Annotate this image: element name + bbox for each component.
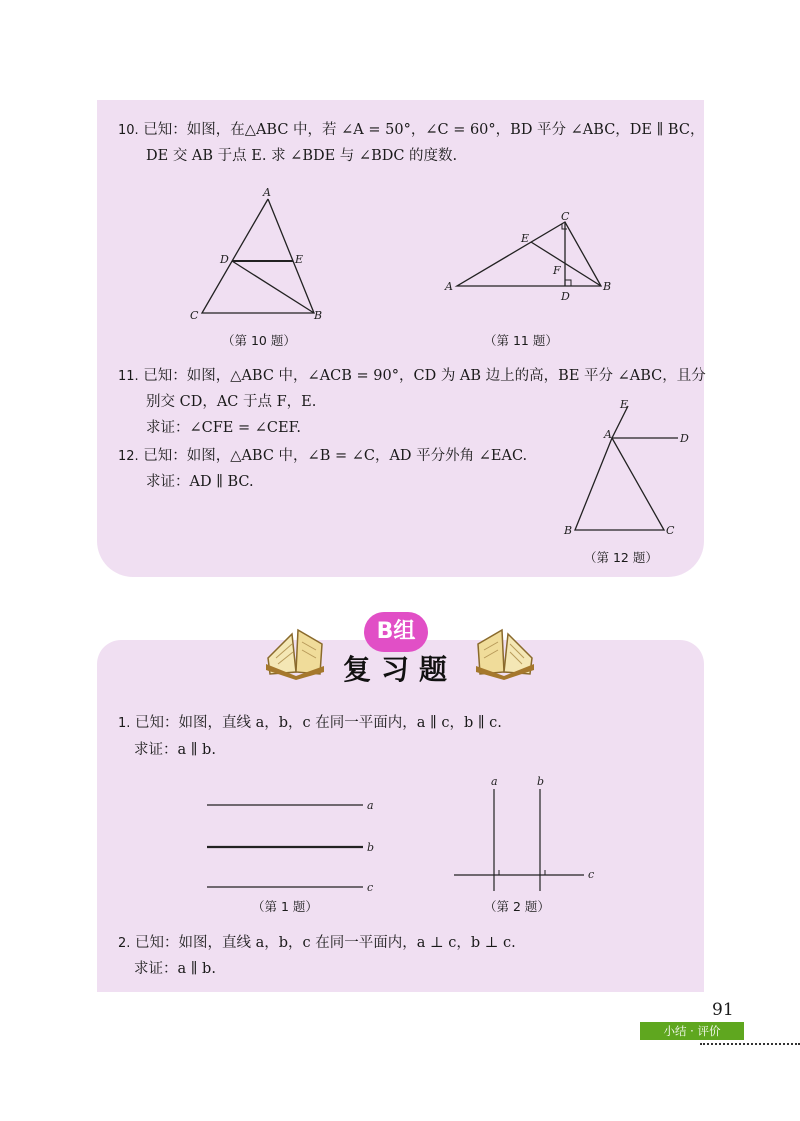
figure-11 [445,210,620,305]
problem-12-number: 12. [118,449,139,464]
figure-b1 [205,795,385,895]
figure-10 [190,185,330,325]
page-number: 91 [712,1000,734,1020]
caption-b-problem-1: （第 1 题） [252,899,318,914]
fig-b2-label-c: c [588,868,595,881]
figure-12 [560,398,700,538]
b-problem-1-line-2: 求证：a ∥ b. [134,742,216,758]
fig11-label-e: E [521,232,530,245]
fig-b2-label-a: a [491,775,498,788]
group-b-badge: B组 [364,612,428,652]
caption-problem-10: （第 10 题） [222,333,296,348]
dotted-divider [700,1043,800,1045]
fig12-label-e: E [620,398,629,411]
fig-b1-label-c: c [367,881,374,894]
fig10-label-c: C [190,309,199,322]
problem-10-number: 10. [118,123,139,138]
problem-12-line-2: 求证：AD ∥ BC. [146,474,254,490]
problem-10-line-2: DE 交 AB 于点 E. 求 ∠BDE 与 ∠BDC 的度数. [146,148,458,164]
figure-b2 [452,775,602,895]
fig11-label-a: A [445,280,453,293]
caption-problem-12: （第 12 题） [584,550,658,565]
fig11-label-c: C [561,210,570,223]
b-problem-1-number: 1. [118,716,131,731]
open-book-icon-left [262,614,328,680]
open-book-icon-right [472,614,538,680]
problem-12-line-1: 12. 已知：如图，△ABC 中，∠B = ∠C，AD 平分外角 ∠EAC. [118,448,528,464]
fig11-label-d: D [561,290,570,303]
fig10-label-b: B [314,309,323,322]
fig12-label-b: B [564,524,573,537]
b-problem-2-line-2: 求证：a ∥ b. [134,961,216,977]
problem-11-line-1: 11. 已知：如图，△ABC 中，∠ACB = 90°，CD 为 AB 边上的高，BE 平分 ∠ABC，且分 [118,368,706,384]
problem-10-line-1: 10. 已知：如图，在△ABC 中，若 ∠A = 50°，∠C = 60°，BD 平分 ∠ABC，DE ∥ BC， [118,122,705,138]
fig11-label-f: F [553,264,561,277]
fig10-label-a: A [263,186,271,199]
review-exercises-title: 复习题 [342,653,457,686]
fig12-label-a: A [604,428,612,441]
b-problem-2-line-1: 2. 已知：如图，直线 a，b，c 在同一平面内，a ⊥ c，b ⊥ c. [118,935,516,951]
fig12-label-c: C [666,524,675,537]
caption-problem-11: （第 11 题） [484,333,558,348]
fig-b1-label-a: a [367,799,374,812]
fig10-label-e: E [295,253,304,266]
fig10-label-d: D [220,253,229,266]
problem-11-line-3: 求证：∠CFE = ∠CEF. [146,420,301,436]
problem-11-line-2: 别交 CD，AC 于点 F，E. [146,394,317,410]
fig-b1-label-b: b [367,841,375,854]
b-problem-1-line-1: 1. 已知：如图，直线 a，b，c 在同一平面内，a ∥ c，b ∥ c. [118,715,502,731]
fig-b2-label-b: b [537,775,545,788]
caption-b-problem-2: （第 2 题） [484,899,550,914]
fig12-label-d: D [680,432,689,445]
fig11-label-b: B [603,280,612,293]
problem-11-number: 11. [118,369,139,384]
b-problem-2-number: 2. [118,936,131,951]
section-tab: 小结 · 评价 [640,1022,744,1040]
